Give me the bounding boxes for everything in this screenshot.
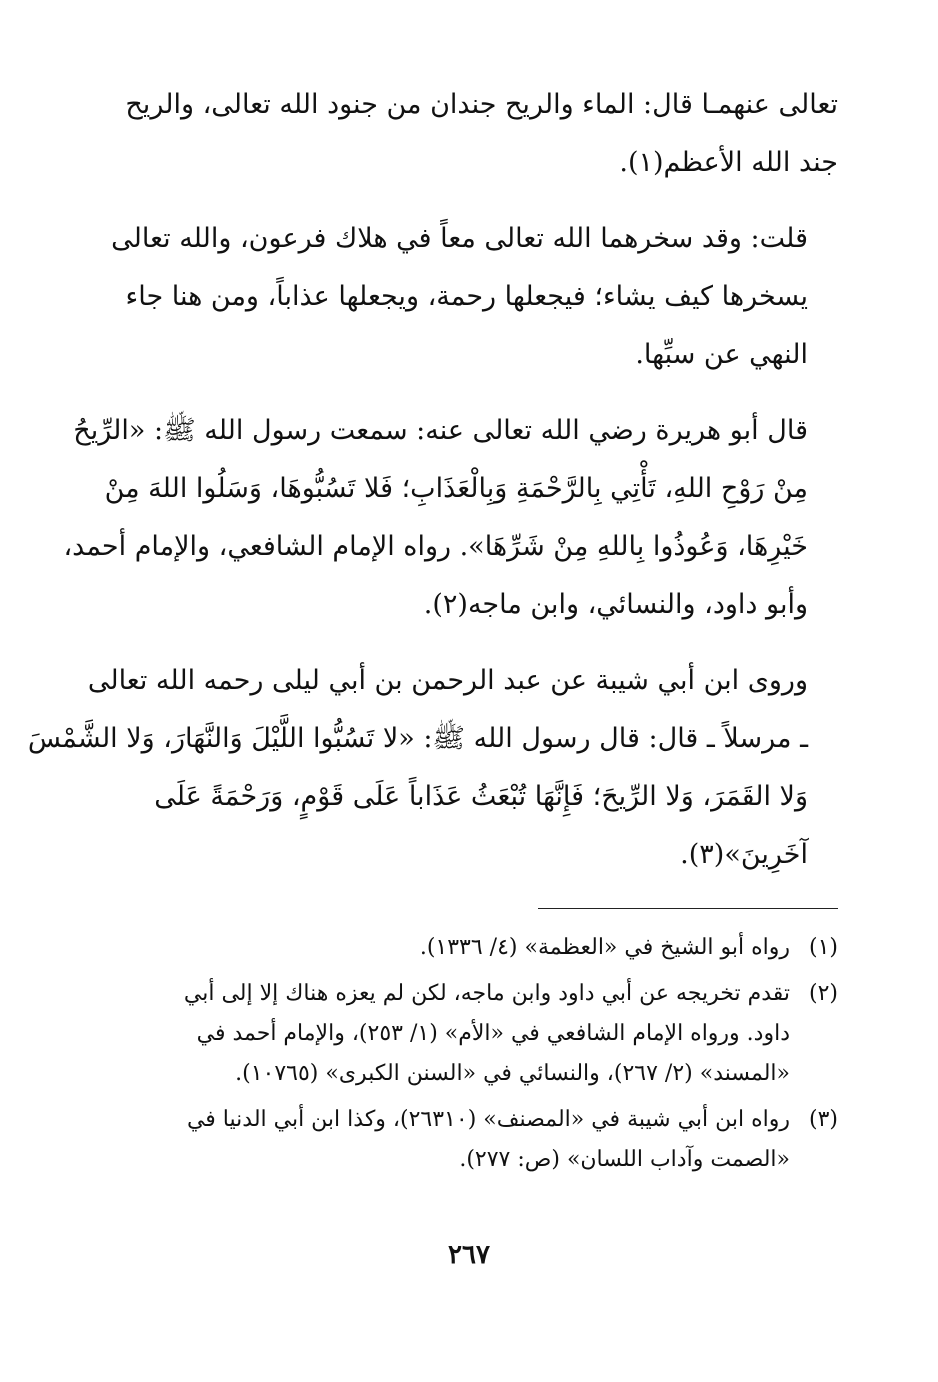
text-line: خَيْرِهَا، وَعُوذُوا بِاللهِ مِنْ شَرِّهَا». رواه الإمام الشافعي، والإمام أحمد، [63, 531, 808, 562]
footnote-number: (٢) [808, 981, 838, 1006]
page-number: ٢٦٧ [448, 1240, 490, 1270]
paragraph-3 [63, 402, 838, 634]
footnote-line: داود. ورواه الإمام الشافعي في «الأم» (١/ ٢٥٣)، والإمام أحمد في [196, 1021, 790, 1046]
footnote-line: رواه أبو الشيخ في «العظمة» (٤/ ١٣٣٦). [419, 935, 790, 960]
text-line: جند الله الأعظم(١). [619, 147, 838, 178]
footnote-number: (١) [808, 935, 838, 960]
text-line: وأبو داود، والنسائي، وابن ماجه(٢). [423, 589, 808, 620]
footnote-line: تقدم تخريجه عن أبي داود وابن ماجه، لكن لم يعزه هناك إلا إلى أبي [183, 981, 790, 1006]
footnote-text [130, 928, 790, 968]
text-line: قلت: وقد سخرهما الله تعالى معاً في هلاك فرعون، والله تعالى [111, 223, 808, 254]
footnote-line: «المسند» (٢/ ٢٦٧)، والنسائي في «السنن الكبرى» (١٠٧٦٥). [235, 1061, 790, 1086]
footnote-text [130, 1100, 790, 1180]
text-line: وروى ابن أبي شيبة عن عبد الرحمن بن أبي ليلى رحمه الله تعالى [87, 665, 808, 696]
text-line: آخَرِينَ»(٣). [680, 839, 808, 870]
footnotes [130, 928, 838, 1186]
paragraph-2 [111, 210, 838, 384]
footnote-text [130, 974, 790, 1094]
footnote-line: رواه ابن أبي شيبة في «المصنف» (٢٦٣١٠)، وكذا ابن أبي الدنيا في [186, 1107, 790, 1132]
footnote-2 [130, 974, 838, 1094]
footnote-1 [130, 928, 838, 968]
text-line: تعالى عنهمـا قال: الماء والريح جندان من جنود الله تعالى، والريح [125, 89, 838, 120]
footnote-line: «الصمت وآداب اللسان» (ص: ٢٧٧). [459, 1147, 790, 1172]
paragraph-1 [125, 76, 838, 192]
text-line: قال أبو هريرة رضي الله تعالى عنه: سمعت رسول الله ﷺ: «الرِّيحُ [73, 415, 808, 446]
paragraph-4 [27, 652, 838, 884]
text-line: النهي عن سبِّها. [635, 339, 808, 370]
text-line: مِنْ رَوْحِ اللهِ، تَأْتِي بِالرَّحْمَةِ وَبِالْعَذَابِ؛ فَلا تَسُبُّوهَا، وَسَلُوا اللهَ مِنْ [104, 473, 808, 504]
footnote-separator [538, 908, 838, 909]
text-line: يسخرها كيف يشاء؛ فيجعلها رحمة، ويجعلها عذاباً، ومن هنا جاء [125, 281, 808, 312]
text-line: ـ مرسلاً ـ قال: قال رسول الله ﷺ: «لا تَسُبُّوا اللَّيْلَ وَالنَّهَارَ، وَلا الشَّمْسَ [27, 723, 808, 754]
text-line: وَلا القَمَرَ، وَلا الرِّيحَ؛ فَإِنَّهَا تُبْعَثُ عَذَاباً عَلَى قَوْمٍ، وَرَحْمَةً عَلَى [154, 781, 808, 812]
footnote-3 [130, 1100, 838, 1180]
main-text [27, 76, 838, 902]
footnote-number: (٣) [808, 1107, 838, 1132]
